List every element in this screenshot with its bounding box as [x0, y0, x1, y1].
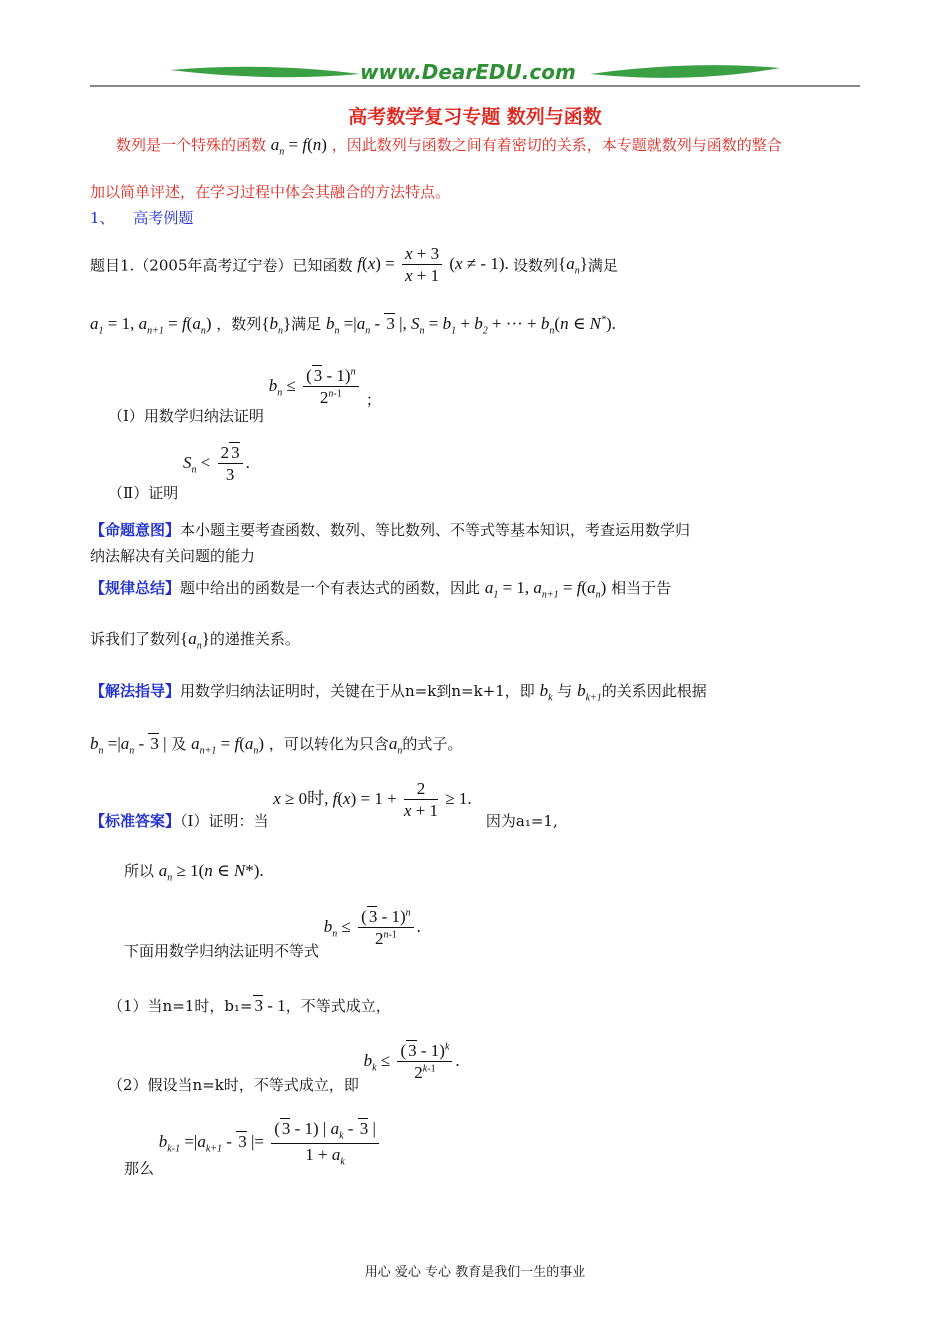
answer-text: （Ⅰ）证明：当: [180, 811, 269, 830]
recurrence-formula: $a_1 = 1$, $a_{n+1} = f(a_n)$: [90, 314, 212, 337]
part1-label: （Ⅰ）用数学归纳法证明: [108, 406, 264, 425]
intent-text: 本小题主要考查函数、数列、等比数列、不等式等基本知识，考查运用数学归: [180, 521, 691, 539]
problem-line2: $a_1 = 1$, $a_{n+1} = f(a_n)$ ，数列$\{b_n\}$满足 $b_n =|a_n - 3$ |, $S_n = b_1 + b_2$ + ··· + $b_n(n$ ∈ N*).: [90, 314, 616, 337]
answer-then: [124, 1118, 382, 1178]
then-text: 那么: [124, 1159, 155, 1178]
answer-tag: 【标准答案】: [90, 811, 181, 830]
rule-line2: 诉我们了数列$\{a_n\}$的递推关系。: [90, 629, 300, 652]
rule-tag: 【规律总结】: [90, 579, 181, 597]
rule-tail: 相当于告: [611, 579, 672, 597]
intent-line2: 纳法解决有关问题的能力: [90, 547, 256, 565]
part2-line: [108, 442, 250, 503]
header-logo: [90, 60, 860, 90]
part1-line: [108, 365, 381, 426]
method-line1: 【解法指导】用数学归纳法证明时，关键在于从n=k到n=k+1，即 $b_k$ 与 $b_{k+1}$的关系因此根据: [90, 681, 707, 704]
satisfies2: 满足: [291, 315, 322, 333]
page-footer: 用心 爱心 专心 教育是我们一生的事业: [364, 1265, 586, 1280]
page-title: 高考数学复习专题 数列与函数: [348, 106, 602, 128]
section-title: 高考例题: [133, 209, 194, 227]
step2-text: （2）假设当n=k时，不等式成立，即: [108, 1075, 359, 1094]
answer-because: 因为a₁=1,: [485, 811, 558, 830]
step1a: （1）当n=1时，b₁=: [108, 997, 253, 1015]
answer-line1: [90, 778, 558, 831]
then-formula: $b_{k-1} =|a_{k+1} - 3$ |= $\frac{( 3 - 1) | a_k - 3 |}{1 + a_k}$: [159, 1132, 382, 1151]
section-number: 1、: [90, 209, 115, 227]
method-tail2: ，可以转化为只含: [268, 735, 389, 753]
method-formula-a: $a_{n+1} = f(a_n)$: [191, 734, 265, 757]
let-seq: 设数列: [513, 256, 559, 275]
method-tail: 的关系因此根据: [601, 682, 707, 700]
intro-part1: 数列是一个特殊的函数: [116, 136, 267, 154]
step1b: ，不等式成立，: [285, 997, 391, 1015]
method-and: 与: [557, 682, 573, 700]
intro-part2: ，因此数列与函数之间有着密切的关系，本专题就数列与函数的整合: [331, 136, 782, 154]
answer-step2: [108, 1040, 460, 1095]
method-tail3: 的式子。: [402, 735, 463, 753]
answer-so: 所以 $a_n \ge 1(n$ ∈ N*).: [124, 861, 264, 884]
method-text: 用数学归纳法证明时，关键在于从n=k到n=k+1，即: [180, 682, 535, 700]
intent-tag: 【命题意图】: [90, 521, 181, 539]
answer-below-text: 下面用数学归纳法证明不等式: [124, 941, 320, 960]
part2-label: （Ⅱ）证明: [108, 483, 179, 502]
intro-line2: 加以简单评述，在学习过程中体会其融合的方法特点。: [90, 183, 451, 201]
step2-inequality: $b_k$ ≤ $\frac{( 3 - 1)^k}{2^{k-1}}$ .: [363, 1041, 460, 1083]
method-and2: 及: [171, 735, 187, 753]
answer-below-inequality: $b_n$ ≤ $\frac{( 3 - 1)^n}{2^{n-1}}$ .: [323, 907, 421, 949]
semicolon: ；: [365, 390, 381, 409]
function-definition: f(x) = $\frac{x + 3}{x + 1}$ (x ≠ - 1).: [357, 244, 509, 286]
answer-formula: x ≥ 0时, f(x) = 1 + $\frac{2}{x + 1}$ ≥ 1.: [273, 779, 472, 821]
rule-line1: [90, 577, 671, 600]
problem-line1: 题目1.（2005年高考辽宁卷）已知函数 f(x) = $\frac{x + 3}{x + 1}$ (x ≠ - 1). 设数列$\{a_n\}$满足: [90, 244, 618, 286]
method-formula-b: $b_n =|a_n - 3$ |: [90, 734, 167, 757]
answer-below: [124, 906, 421, 961]
intro-line1: [116, 134, 782, 157]
satisfies: 满足: [587, 256, 618, 275]
seq-b: ，数列: [216, 315, 262, 333]
part1-inequality: $b_n$ ≤ $\frac{( 3 - 1)^n}{2^{n-1}}$: [269, 376, 366, 395]
rule-line2b: 的递推关系。: [209, 630, 300, 648]
logo-text: www.DearEDU.com: [360, 60, 576, 84]
intent-line1: [90, 519, 690, 540]
rule-text: 题中给出的函数是一个有表达式的函数，因此: [180, 579, 481, 597]
problem-lead: 题目1.（2005年高考辽宁卷）已知函数: [90, 256, 353, 275]
method-line2: $b_n =|a_n - 3$ | 及 $a_{n+1} = f(a_n)$ ，可以转化为只含$a_n$的式子。: [90, 734, 463, 757]
b-definition: $b_n =|a_n - 3$ |, $S_n = b_1 + b_2$ + ··· + $b_n(n$ ∈ N*).: [325, 314, 616, 337]
method-tag: 【解法指导】: [90, 682, 181, 700]
intro-formula: $a_n = f(n)$: [270, 135, 327, 158]
answer-so-text: 所以: [124, 862, 155, 880]
rule-line2a: 诉我们了数列: [90, 630, 181, 648]
section-heading: [90, 207, 193, 228]
part2-inequality: $S_n$ < $\frac{2 3}{3}$ .: [182, 443, 250, 485]
rule-formula: $a_1 = 1$, $a_{n+1} = f(a_n)$: [484, 578, 607, 601]
answer-step1: （1）当n=1时，b₁= 3 - 1，不等式成立，: [108, 996, 391, 1015]
